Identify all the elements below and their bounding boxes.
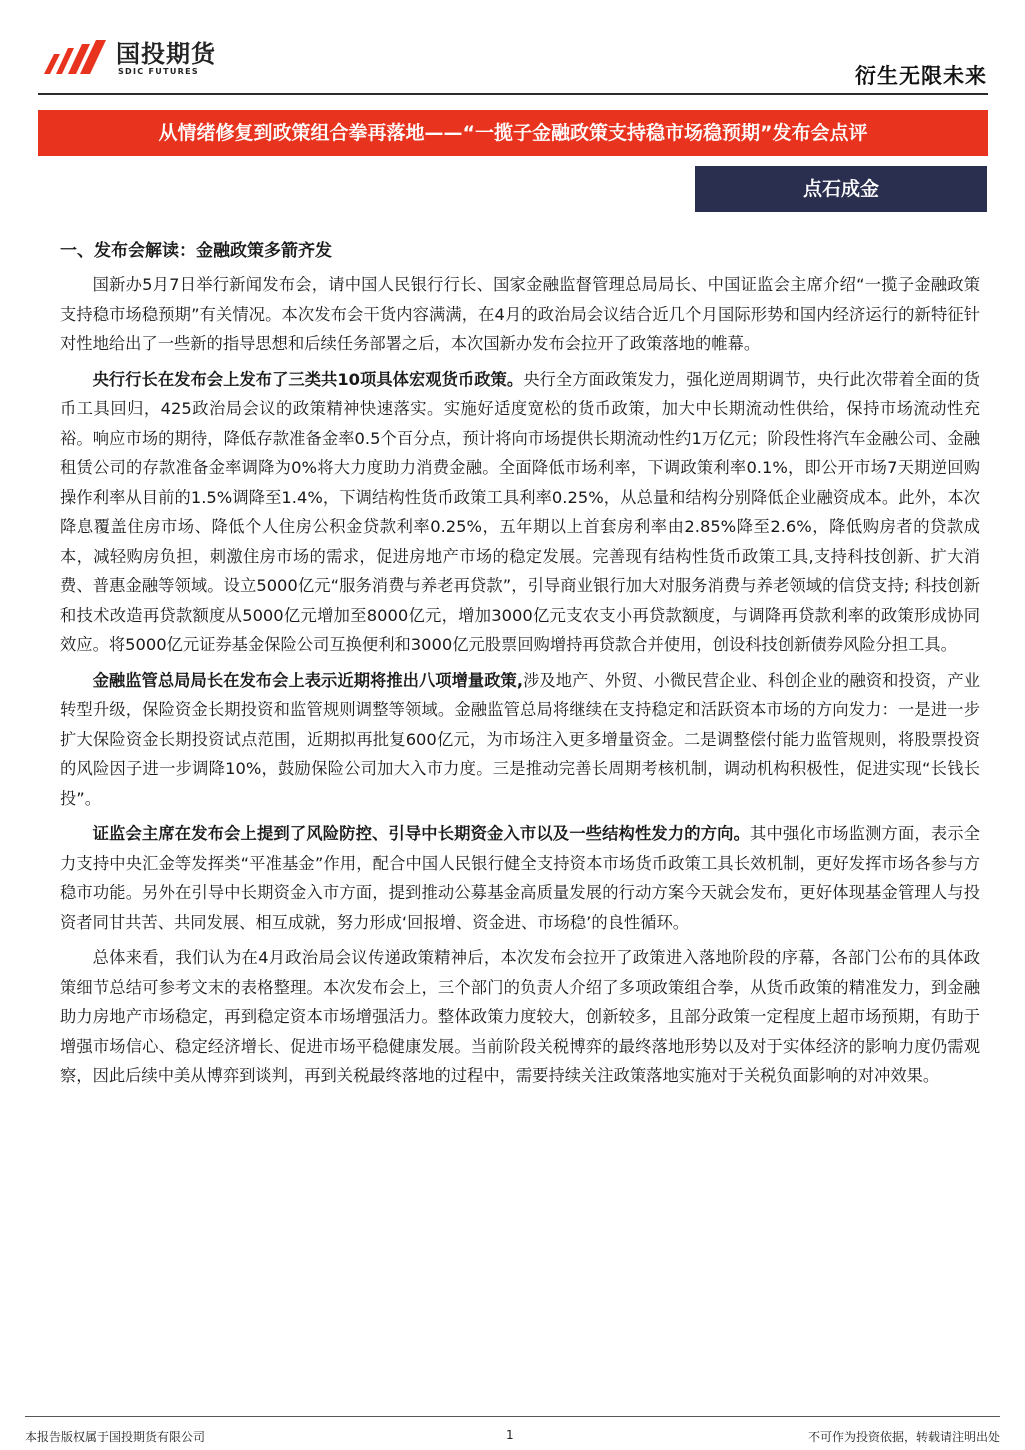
logo-mark-icon xyxy=(40,40,112,76)
paragraph-summary: 总体来看，我们认为在4月政治局会议传递政策精神后，本次发布会拉开了政策进入落地阶段的序幕，各部门公布的具体政策细节总结可参考文末的表格整理。本次发布会上，三个部门的负责人介绍了多项政策组合拳，从货币政策的精准发力，到金融助力房地产市场稳定，再到稳定资本市场增强活力。整体政策力度较大，创新较多，且部分政策一定程度上超市场预期，有助于增强市场信心、稳定经济增长、促进市场平稳健康发展。当前阶段关税博弈的最终落地形势以及对于实体经济的影响力度仍需观察，因此后续中美从博弈到谈判，再到关税最终落地的过程中，需要持续关注政策落地实施对于关税负面影响的对冲效果。 xyxy=(60,948,980,1085)
paragraph-text: 涉及地产、外贸、小微民营企业、科创企业的融资和投资，产业转型升级，保险资金长期投资和监管规则调整等领域。金融监管总局将继续在支持稳定和活跃资本市场的方向发力：一是进一步扩大保险资金长期投资试点范围，近期拟再批复600亿元，为市场注入更多增量资金。二是调整偿付能力监管规则，将股票投资的风险因子进一步调降10%，鼓励保险公司加大入市力度。三是推动完善长周期考核机制，调动机构积极性，促进实现“长钱长投”。 xyxy=(60,670,980,808)
paragraph-lead: 证监会主席在发布会上提到了风险防控、引导中长期资金入市以及一些结构性发力的方向。 xyxy=(92,824,751,843)
page-footer xyxy=(0,1410,1025,1450)
header-divider xyxy=(38,93,988,95)
paragraph-text: 其中强化市场监测方面，表示全力支持中央汇金等发挥类“平准基金”作用，配合中国人民银行健全支持资本市场货币政策工具长效机制，更好发挥市场各参与方稳市功能。另外在引导中长期资金入市方面，提到推动公募基金高质量发展的行动方案今天就会发布，更好体现基金管理人与投资者同甘共苦、共同发展、相互成就，努力形成‘回报增、资金进、市场稳’的良性循环。 xyxy=(60,824,980,932)
paragraph-intro: 国新办5月7日举行新闻发布会，请中国人民银行行长、国家金融监督管理总局局长、中国证监会主席介绍“一揽子金融政策支持稳市场稳预期”有关情况。本次发布会干货内容满满，在4月的政治局会议结合近几个月国际形势和国内经济运行的新特征针对性地给出了一些新的指导思想和后续任务部署之后，本次国新办发布会拉开了政策落地的帷幕。 xyxy=(60,275,980,353)
paragraph-lead: 央行行长在发布会上发布了三类共10项具体宏观货币政策。 xyxy=(92,369,524,389)
paragraph-lead: 金融监管总局局长在发布会上表示近期将推出八项增量政策, xyxy=(92,670,524,690)
footer-divider xyxy=(25,1416,1000,1417)
disclaimer: 不可作为投资依据，转载请注明出处 xyxy=(807,1430,1000,1444)
report-title-bar: 从情绪修复到政策组合拳再落地——“一揽子金融政策支持稳市场稳预期”发布会点评 xyxy=(38,110,988,156)
page-header xyxy=(0,0,1025,100)
page-number: 1 xyxy=(506,1428,514,1442)
report-body xyxy=(60,236,980,1097)
paragraph-text: 央行全方面政策发力，强化逆周期调节，央行此次带着全面的货币工具回归，425政治局会议的政策精神快速落实。实施好适度宽松的货币政策，加大中长期流动性供给，保持市场流动性充裕。响应市场的期待，降低存款准备金率0.5个百分点，预计将向市场提供长期流动性约1万亿元；阶段性将汽车金融公司、金融租赁公司的存款准备金率调降为0%将大力度助力消费金融。全面降低市场利率，下调政策利率0.1%，即公开市场7天期逆回购操作利率从目前的1.5%调降至1.4%，下调结构性货币政策工具利率0.25%，从总量和结构分别降低企业融资成本。此外，本次降息覆盖住房市场、降低个人住房公积金贷款利率0.25%，五年期以上首套房利率由2.85%降至2.6%，降低购房者的贷款成本，减轻购房负担，刺激住房市场的需求，促进房地产市场的稳定发展。完善现有结构性货币政策工具,支持科技创新、扩大消费、普惠金融等领域。设立5000亿元“服务消费与养老再贷款”，引导商业银行加大对服务消费与养老领域的信贷支持; 科技创新和技术改造再贷款额度从5000亿元增加至8000亿元，增加3000亿元支农支小再贷款额度，与调降再贷款利率的政策形成协同效应。将5000亿元证券基金保险公司互换便利和3000亿元股票回购增持再贷款合并使用，创设科技创新债券风险分担工具。 xyxy=(60,369,980,654)
paragraph-financial-regulator xyxy=(60,666,980,814)
logo-text-cn: 国投期货 xyxy=(116,40,216,68)
header-slogan: 衍生无限未来 xyxy=(855,64,987,88)
company-logo xyxy=(40,40,240,80)
logo-text-en: SDIC FUTURES xyxy=(118,67,199,76)
copyright-notice: 本报告版权属于国投期货有限公司 xyxy=(25,1430,206,1444)
section-heading: 一、发布会解读：金融政策多箭齐发 xyxy=(60,241,332,261)
paragraph-csrc xyxy=(60,819,980,937)
column-tag: 点石成金 xyxy=(695,166,987,212)
paragraph-central-bank xyxy=(60,365,980,660)
